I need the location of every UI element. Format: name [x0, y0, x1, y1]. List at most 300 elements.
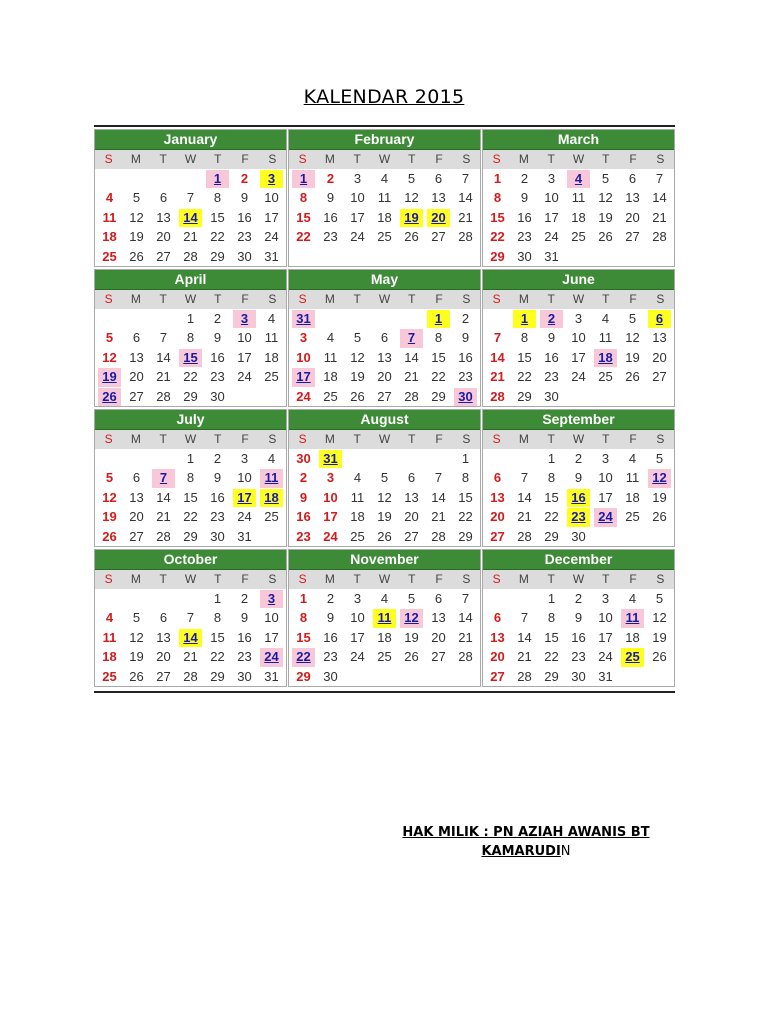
day-cell: 7 — [493, 330, 502, 346]
day-cell: 8 — [461, 470, 470, 486]
day-cell: 31 — [264, 668, 279, 684]
day-cell: 23 — [517, 229, 532, 245]
day-cell: 27 — [129, 528, 144, 544]
day-cell: 10 — [264, 190, 279, 206]
weekday-label: S — [656, 292, 665, 306]
day-cell: 26 — [98, 388, 121, 406]
day-cell: 10 — [350, 190, 365, 206]
day-cell: 4 — [105, 610, 114, 626]
day-cell: 4 — [380, 591, 389, 606]
weekday-label: S — [656, 572, 665, 586]
day-cell: 28 — [431, 528, 446, 544]
day-cell: 16 — [323, 209, 338, 225]
day-cell: 14 — [517, 489, 532, 505]
day-empty — [98, 170, 121, 188]
weekday-header — [483, 150, 674, 169]
weekday-label: T — [353, 432, 361, 446]
day-cell: 1 — [213, 591, 222, 606]
day-cell: 23 — [210, 369, 225, 385]
day-cell: 13 — [490, 629, 505, 645]
day-empty — [621, 528, 644, 546]
day-cell: 24 — [260, 648, 283, 666]
calendar-2015 — [94, 125, 675, 693]
day-cell: 14 — [458, 610, 473, 626]
day-cell: 20 — [490, 649, 505, 665]
day-cell: 7 — [152, 469, 175, 487]
day-cell: 11 — [323, 349, 338, 365]
day-cell: 4 — [567, 170, 590, 188]
day-cell: 4 — [105, 190, 114, 206]
day-cell: 10 — [264, 610, 279, 626]
day-cell: 13 — [404, 489, 419, 505]
day-cell: 9 — [213, 330, 222, 346]
day-cell: 6 — [493, 470, 502, 486]
day-empty — [152, 590, 175, 608]
day-cell: 10 — [598, 470, 613, 486]
day-cell: 16 — [237, 209, 252, 225]
day-empty — [319, 310, 342, 328]
day-cell: 15 — [179, 349, 202, 367]
weekday-header — [483, 570, 674, 589]
day-cell: 1 — [547, 591, 556, 606]
day-cell: 11 — [377, 190, 392, 206]
day-cell: 12 — [400, 609, 423, 627]
day-cell: 12 — [350, 349, 365, 365]
day-cell: 25 — [264, 369, 279, 385]
day-cell: 29 — [183, 388, 198, 404]
weekday-label: S — [492, 152, 501, 166]
day-cell: 12 — [652, 610, 667, 626]
weekday-label: F — [629, 572, 637, 586]
day-empty — [125, 170, 148, 188]
day-cell: 21 — [404, 369, 419, 385]
day-cell: 16 — [210, 489, 225, 505]
day-cell: 18 — [260, 489, 283, 507]
day-cell: 29 — [544, 528, 559, 544]
weekday-label: T — [547, 152, 555, 166]
month-title: July — [95, 410, 286, 430]
day-cell: 25 — [377, 229, 392, 245]
day-cell: 27 — [431, 649, 446, 665]
day-cell: 29 — [458, 528, 473, 544]
day-cell: 24 — [350, 649, 365, 665]
day-cell: 4 — [628, 591, 637, 606]
day-empty — [567, 248, 590, 266]
weekday-label: W — [184, 292, 197, 306]
day-cell: 29 — [517, 388, 532, 404]
day-cell: 5 — [407, 591, 416, 606]
weekday-label: F — [629, 432, 637, 446]
weekday-label: S — [462, 432, 471, 446]
day-cell: 29 — [210, 248, 225, 264]
day-cell: 20 — [156, 649, 171, 665]
day-cell: 27 — [156, 668, 171, 684]
day-cell: 21 — [156, 369, 171, 385]
day-cell: 19 — [404, 629, 419, 645]
day-cell: 26 — [625, 369, 640, 385]
month-september — [482, 409, 675, 547]
day-cell: 12 — [648, 469, 671, 487]
day-cell: 28 — [458, 229, 473, 245]
day-cell: 18 — [594, 349, 617, 367]
day-grid — [483, 309, 674, 406]
day-cell: 8 — [186, 330, 195, 346]
day-cell: 1 — [427, 310, 450, 328]
day-cell: 16 — [517, 209, 532, 225]
day-cell: 10 — [350, 610, 365, 626]
day-cell: 22 — [544, 509, 559, 525]
day-cell: 20 — [404, 509, 419, 525]
month-title: May — [289, 270, 480, 290]
day-cell: 9 — [326, 190, 335, 206]
day-cell: 23 — [544, 369, 559, 385]
day-cell: 26 — [404, 649, 419, 665]
day-cell: 2 — [461, 311, 470, 326]
weekday-label: S — [462, 152, 471, 166]
day-cell: 26 — [129, 248, 144, 264]
day-cell: 5 — [353, 330, 362, 346]
day-cell: 13 — [431, 610, 446, 626]
day-cell: 6 — [159, 610, 168, 626]
day-cell: 31 — [319, 450, 342, 468]
day-cell: 10 — [571, 330, 586, 346]
day-cell: 2 — [574, 451, 583, 466]
weekday-label: T — [159, 432, 167, 446]
day-cell: 19 — [625, 349, 640, 365]
day-cell: 17 — [237, 349, 252, 365]
weekday-label: S — [492, 432, 501, 446]
day-cell: 1 — [493, 171, 502, 186]
day-cell: 28 — [652, 229, 667, 245]
day-cell: 18 — [625, 489, 640, 505]
day-cell: 10 — [544, 190, 559, 206]
day-cell: 17 — [233, 489, 256, 507]
day-cell: 7 — [186, 610, 195, 626]
weekday-label: W — [572, 432, 585, 446]
day-grid — [483, 169, 674, 266]
day-cell: 3 — [547, 171, 556, 186]
day-cell: 5 — [628, 311, 637, 326]
day-cell: 12 — [129, 629, 144, 645]
weekday-header — [483, 290, 674, 309]
day-cell: 19 — [400, 209, 423, 227]
weekday-label: F — [241, 432, 249, 446]
day-cell: 21 — [458, 629, 473, 645]
day-cell: 23 — [237, 229, 252, 245]
day-cell: 16 — [567, 489, 590, 507]
weekday-label: M — [130, 432, 141, 446]
day-cell: 13 — [652, 330, 667, 346]
day-cell: 21 — [652, 209, 667, 225]
day-cell: 28 — [183, 668, 198, 684]
day-cell: 4 — [267, 451, 276, 466]
day-cell: 22 — [183, 509, 198, 525]
weekday-label: T — [353, 152, 361, 166]
day-cell: 12 — [377, 489, 392, 505]
day-cell: 13 — [156, 209, 171, 225]
day-cell: 22 — [517, 369, 532, 385]
day-cell: 2 — [574, 591, 583, 606]
day-cell: 13 — [490, 489, 505, 505]
month-february — [288, 129, 481, 267]
day-cell: 11 — [621, 609, 644, 627]
day-cell: 9 — [461, 330, 470, 346]
day-cell: 30 — [296, 451, 311, 466]
weekday-label: W — [184, 572, 197, 586]
weekday-label: W — [378, 572, 391, 586]
day-cell: 21 — [431, 509, 446, 525]
day-empty — [513, 450, 536, 468]
day-cell: 29 — [296, 668, 311, 684]
day-cell: 25 — [625, 509, 640, 525]
day-cell: 18 — [377, 629, 392, 645]
day-cell: 27 — [625, 229, 640, 245]
weekday-label: W — [378, 432, 391, 446]
day-cell: 26 — [652, 649, 667, 665]
day-cell: 2 — [213, 451, 222, 466]
day-cell: 12 — [404, 190, 419, 206]
day-empty — [152, 310, 175, 328]
day-empty — [98, 450, 121, 468]
day-cell: 2 — [240, 591, 249, 606]
day-cell: 8 — [520, 330, 529, 346]
day-empty — [292, 248, 315, 266]
day-cell: 28 — [404, 388, 419, 404]
day-cell: 11 — [350, 489, 365, 505]
day-cell: 14 — [490, 349, 505, 365]
weekday-header — [95, 430, 286, 449]
weekday-label: S — [656, 152, 665, 166]
day-cell: 23 — [210, 509, 225, 525]
day-cell: 20 — [156, 229, 171, 245]
weekday-label: F — [435, 432, 443, 446]
day-cell: 21 — [183, 229, 198, 245]
day-cell: 8 — [547, 470, 556, 486]
weekday-label: M — [324, 572, 335, 586]
month-april — [94, 269, 287, 407]
weekday-label: T — [159, 292, 167, 306]
day-cell: 19 — [129, 649, 144, 665]
day-cell: 5 — [132, 190, 141, 206]
month-june — [482, 269, 675, 407]
day-cell: 25 — [102, 668, 117, 684]
day-cell: 1 — [513, 310, 536, 328]
day-cell: 28 — [490, 388, 505, 404]
day-cell: 8 — [547, 610, 556, 626]
weekday-label: T — [408, 152, 416, 166]
day-cell: 6 — [434, 171, 443, 186]
day-cell: 11 — [373, 609, 396, 627]
day-cell: 29 — [210, 668, 225, 684]
day-cell: 14 — [431, 489, 446, 505]
day-cell: 26 — [404, 229, 419, 245]
day-cell: 31 — [237, 528, 252, 544]
day-empty — [648, 388, 671, 406]
day-empty — [400, 450, 423, 468]
day-cell: 27 — [377, 388, 392, 404]
weekday-label: S — [492, 292, 501, 306]
day-cell: 23 — [571, 649, 586, 665]
day-cell: 27 — [129, 388, 144, 404]
day-cell: 14 — [179, 629, 202, 647]
day-cell: 2 — [299, 470, 308, 486]
day-empty — [260, 528, 283, 546]
day-cell: 19 — [377, 509, 392, 525]
day-empty — [319, 248, 342, 266]
day-cell: 15 — [296, 629, 311, 645]
day-cell: 1 — [186, 451, 195, 466]
day-cell: 14 — [156, 489, 171, 505]
day-empty — [125, 310, 148, 328]
day-cell: 24 — [264, 229, 279, 245]
month-title: January — [95, 130, 286, 150]
day-cell: 14 — [517, 629, 532, 645]
weekday-label: T — [602, 152, 610, 166]
day-cell: 15 — [183, 489, 198, 505]
day-empty — [125, 590, 148, 608]
day-empty — [373, 450, 396, 468]
day-empty — [454, 668, 477, 686]
day-empty — [594, 248, 617, 266]
day-cell: 4 — [380, 171, 389, 186]
month-title: October — [95, 550, 286, 570]
day-cell: 15 — [544, 489, 559, 505]
day-cell: 2 — [520, 171, 529, 186]
day-cell: 24 — [598, 649, 613, 665]
month-title: February — [289, 130, 480, 150]
day-cell: 30 — [571, 668, 586, 684]
day-cell: 21 — [517, 509, 532, 525]
day-cell: 18 — [625, 629, 640, 645]
weekday-label: S — [104, 432, 113, 446]
day-cell: 8 — [493, 190, 502, 206]
weekday-label: F — [241, 292, 249, 306]
day-cell: 11 — [625, 470, 640, 486]
weekday-label: F — [241, 152, 249, 166]
day-cell: 19 — [129, 229, 144, 245]
day-cell: 19 — [598, 209, 613, 225]
day-cell: 17 — [598, 489, 613, 505]
day-grid — [289, 309, 480, 406]
day-empty — [486, 450, 509, 468]
weekday-label: F — [629, 292, 637, 306]
weekday-label: T — [214, 572, 222, 586]
day-cell: 6 — [628, 171, 637, 186]
day-cell: 15 — [210, 629, 225, 645]
weekday-label: W — [572, 292, 585, 306]
day-cell: 30 — [323, 668, 338, 684]
day-cell: 3 — [353, 591, 362, 606]
weekday-header — [95, 150, 286, 169]
day-cell: 17 — [292, 368, 315, 386]
day-cell: 9 — [574, 610, 583, 626]
weekday-label: W — [184, 152, 197, 166]
day-cell: 30 — [210, 528, 225, 544]
day-cell: 30 — [237, 248, 252, 264]
day-cell: 3 — [601, 591, 610, 606]
day-empty — [621, 668, 644, 686]
day-cell: 22 — [431, 369, 446, 385]
day-cell: 22 — [490, 229, 505, 245]
weekday-label: T — [353, 572, 361, 586]
day-cell: 6 — [132, 330, 141, 346]
day-cell: 10 — [598, 610, 613, 626]
day-cell: 14 — [458, 190, 473, 206]
day-empty — [427, 450, 450, 468]
weekday-header — [483, 430, 674, 449]
day-cell: 22 — [210, 649, 225, 665]
day-cell: 2 — [326, 591, 335, 606]
day-cell: 11 — [571, 190, 586, 206]
day-cell: 26 — [377, 528, 392, 544]
weekday-label: S — [462, 292, 471, 306]
day-grid — [95, 449, 286, 546]
day-cell: 7 — [655, 171, 664, 186]
day-empty — [486, 310, 509, 328]
weekday-label: T — [408, 572, 416, 586]
day-cell: 16 — [210, 349, 225, 365]
day-cell: 22 — [296, 229, 311, 245]
day-empty — [427, 248, 450, 266]
day-grid — [289, 589, 480, 686]
day-grid — [483, 589, 674, 686]
weekday-label: S — [462, 572, 471, 586]
weekday-label: W — [572, 572, 585, 586]
weekday-label: T — [159, 152, 167, 166]
day-cell: 16 — [296, 509, 311, 525]
day-empty — [486, 590, 509, 608]
weekday-label: M — [518, 292, 529, 306]
day-cell: 14 — [179, 209, 202, 227]
day-cell: 20 — [625, 209, 640, 225]
day-empty — [400, 248, 423, 266]
day-grid — [289, 449, 480, 546]
day-cell: 11 — [102, 629, 117, 645]
day-cell: 10 — [296, 349, 311, 365]
weekday-label: S — [268, 152, 277, 166]
day-empty — [567, 388, 590, 406]
day-cell: 13 — [129, 349, 144, 365]
month-december — [482, 549, 675, 687]
weekday-header — [289, 430, 480, 449]
day-cell: 16 — [571, 629, 586, 645]
day-cell: 19 — [102, 509, 117, 525]
day-cell: 19 — [652, 489, 667, 505]
day-cell: 6 — [132, 470, 141, 486]
weekday-label: S — [298, 572, 307, 586]
day-cell: 24 — [571, 369, 586, 385]
day-cell: 25 — [621, 648, 644, 666]
day-empty — [594, 528, 617, 546]
day-cell: 5 — [407, 171, 416, 186]
month-title: December — [483, 550, 674, 570]
weekday-label: M — [518, 152, 529, 166]
weekday-label: M — [518, 432, 529, 446]
day-cell: 9 — [213, 470, 222, 486]
day-cell: 27 — [156, 248, 171, 264]
month-title: August — [289, 410, 480, 430]
day-empty — [373, 248, 396, 266]
weekday-label: T — [214, 432, 222, 446]
day-cell: 25 — [377, 649, 392, 665]
day-cell: 21 — [517, 649, 532, 665]
day-cell: 3 — [574, 311, 583, 326]
day-cell: 20 — [431, 629, 446, 645]
day-empty — [152, 450, 175, 468]
footer-line-2-tail: N — [560, 844, 571, 859]
day-cell: 4 — [601, 311, 610, 326]
day-cell: 21 — [458, 209, 473, 225]
